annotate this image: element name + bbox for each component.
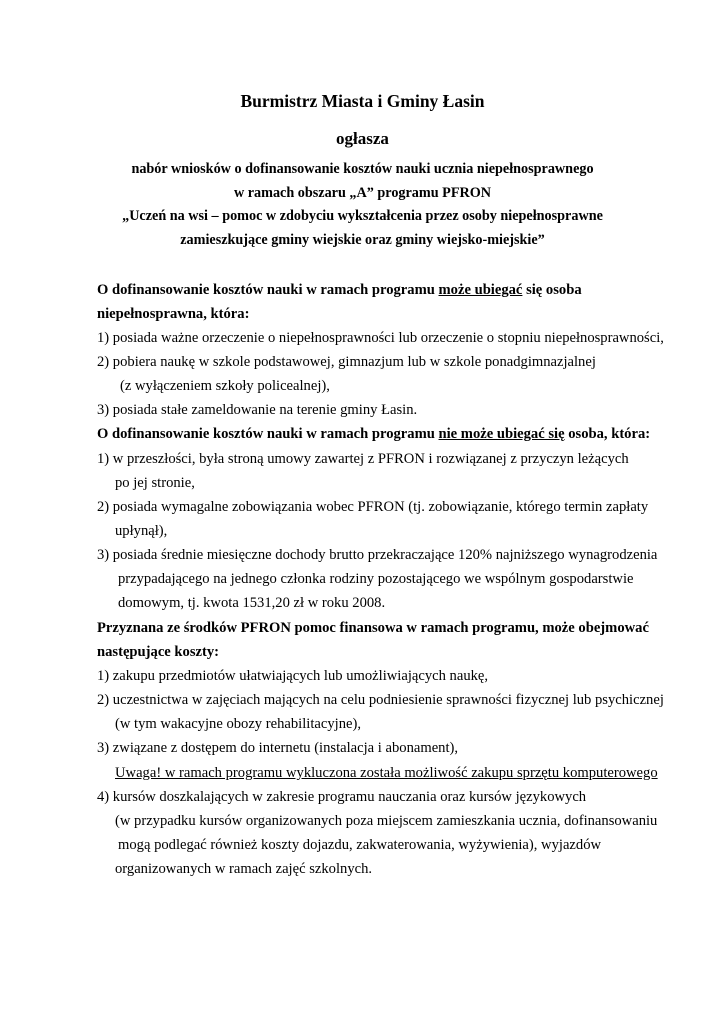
eligible-heading-line2: niepełnosprawna, która:	[97, 306, 250, 322]
eligible-heading-pre: O dofinansowanie kosztów nauki w ramach programu	[97, 282, 439, 298]
costs-item-3-warning: Uwaga! w ramach programu wykluczona została możliwość zakupu sprzętu komputerowego	[115, 765, 658, 781]
header-line-2: w ramach obszaru „A” programu PFRON	[233, 185, 492, 201]
announces-word: ogłasza	[336, 129, 389, 148]
costs-item-2-cont: (w tym wakacyjne obozy rehabilitacyjne),	[115, 716, 361, 732]
header-line-3: „Uczeń na wsi – pomoc w zdobyciu wykształcenia przez osoby niepełnosprawne	[122, 208, 603, 224]
not-eligible-heading-pre: O dofinansowanie kosztów nauki w ramach programu	[97, 426, 439, 442]
eligible-heading-post: się osoba	[522, 282, 582, 298]
not-eligible-item-1-cont: po jej stronie,	[115, 475, 195, 491]
not-eligible-item-2: 2) posiada wymagalne zobowiązania wobec PFRON (tj. zobowiązanie, którego termin zapłaty	[97, 499, 649, 515]
not-eligible-item-3: 3) posiada średnie miesięczne dochody brutto przekraczające 120% najniższego wynagrodzenia	[97, 547, 658, 563]
eligible-item-3: 3) posiada stałe zameldowanie na terenie gminy Łasin.	[97, 402, 418, 418]
eligible-item-1: 1) posiada ważne orzeczenie o niepełnosprawności lub orzeczenie o stopniu niepełnosprawności,	[97, 330, 664, 346]
not-eligible-heading	[97, 425, 650, 443]
document-title: Burmistrz Miasta i Gminy Łasin	[240, 91, 485, 111]
not-eligible-item-1: 1) w przeszłości, była stroną umowy zawartej z PFRON i rozwiązanej z przyczyn leżących	[97, 451, 629, 467]
header-line-4: zamieszkujące gminy wiejskie oraz gminy wiejsko-miejskie”	[180, 232, 545, 248]
eligible-heading-emphasis: może ubiegać	[438, 282, 523, 298]
not-eligible-item-2-cont: upłynął),	[115, 523, 168, 539]
costs-item-2: 2) uczestnictwa w zajęciach mających na celu podniesienie sprawności fizycznej lub psychicznej	[97, 692, 664, 708]
eligible-item-2-cont: (z wyłączeniem szkoły policealnej),	[120, 378, 330, 394]
eligible-item-2: 2) pobiera naukę w szkole podstawowej, gimnazjum lub w szkole ponadgimnazjalnej	[97, 354, 596, 370]
not-eligible-item-3-cont-1: przypadającego na jednego członka rodziny pozostającego we wspólnym gospodarstwie	[118, 571, 634, 587]
costs-item-4: 4) kursów doszkalających w zakresie programu nauczania oraz kursów językowych	[97, 789, 587, 805]
header-line-1: nabór wniosków o dofinansowanie kosztów nauki ucznia niepełnosprawnego	[131, 161, 594, 177]
costs-item-1: 1) zakupu przedmiotów ułatwiających lub umożliwiających naukę,	[97, 668, 489, 684]
not-eligible-item-3-cont-2: domowym, tj. kwota 1531,20 zł w roku 2008.	[118, 595, 386, 611]
costs-item-4-cont-2: mogą podlegać również koszty dojazdu, zakwaterowania, wyżywienia), wyjazdów	[118, 837, 602, 853]
eligible-heading	[97, 281, 582, 299]
not-eligible-heading-emphasis: nie może ubiegać się	[438, 426, 565, 442]
costs-heading-line2: następujące koszty:	[97, 644, 220, 660]
costs-item-3: 3) związane z dostępem do internetu (instalacja i abonament),	[97, 740, 459, 756]
costs-item-4-cont-3: organizowanych w ramach zajęć szkolnych.	[115, 861, 373, 877]
costs-item-4-cont-1: (w przypadku kursów organizowanych poza miejscem zamieszkania ucznia, dofinansowaniu	[115, 813, 658, 829]
costs-heading: Przyznana ze środków PFRON pomoc finansowa w ramach programu, może obejmować	[97, 620, 649, 636]
not-eligible-heading-post: osoba, która:	[564, 426, 651, 442]
